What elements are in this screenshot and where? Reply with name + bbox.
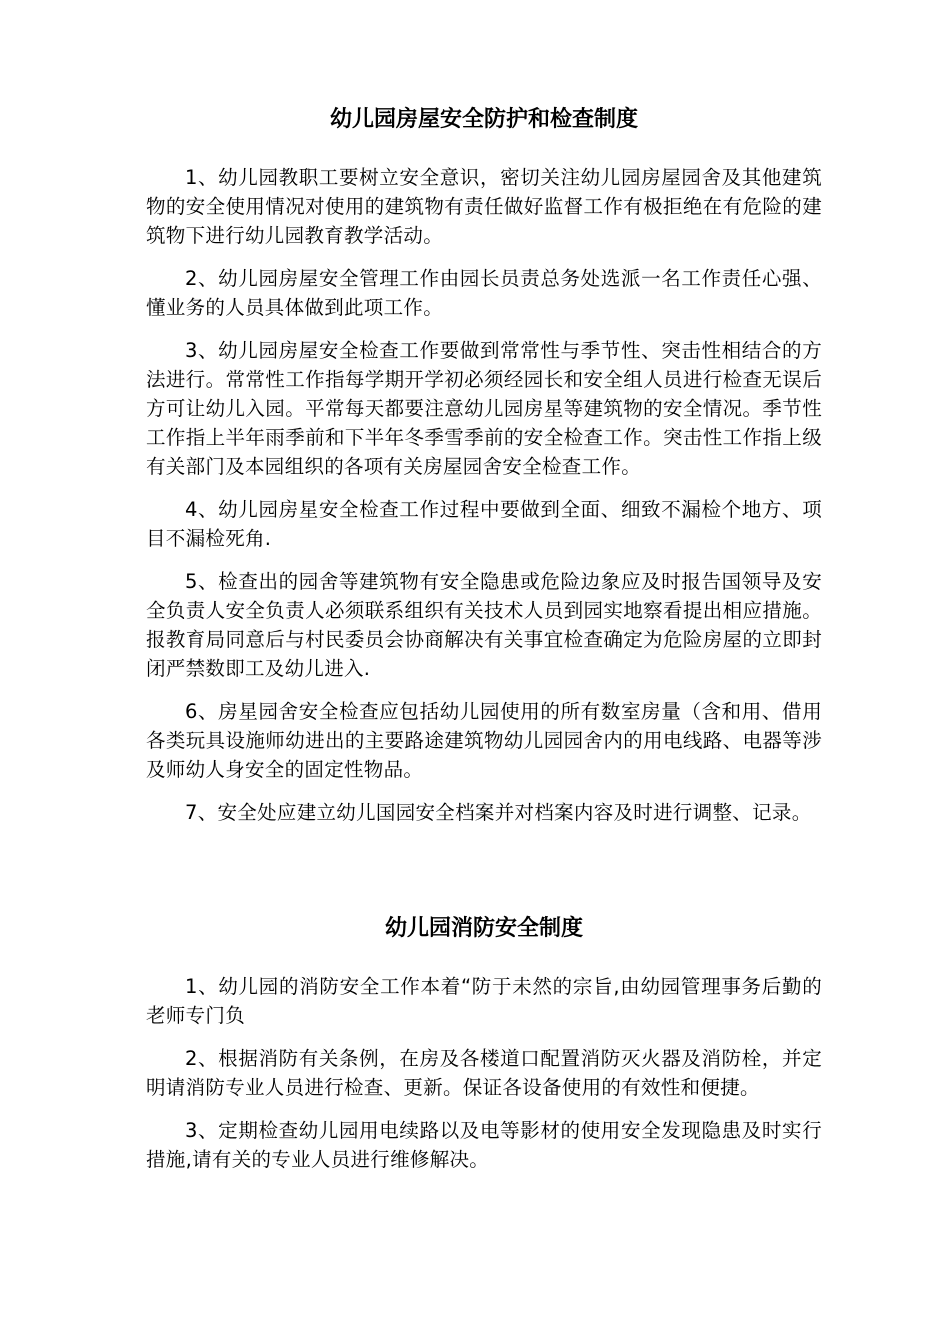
section-2-paragraph-1: 1、幼儿园的消防安全工作本着“防于未然的宗旨,由幼园管理事务后勤的老师专门负 [146, 975, 822, 1027]
section-2-paragraph-3: 3、定期检查幼儿园用电续路以及电等影材的使用安全发现隐患及时实行措施,请有关的专业人员进行维修解决。 [146, 1119, 822, 1171]
section-1-paragraph-6: 6、房星园舍安全检查应包括幼儿园使用的所有数室房量（含和用、借用各类玩具设施师幼进出的主要路途建筑物幼儿园园舍内的用电线路、电器等涉及师幼人身安全的固定性物品。 [146, 700, 822, 781]
section-1-paragraph-7: 7、安全处应建立幼儿国园安全档案并对档案内容及时进行调整、记录。 [185, 801, 812, 824]
section-1-body [146, 163, 822, 827]
section-1-paragraph-5: 5、检查出的园舍等建筑物有安全隐患或危险边象应及时报告国领导及安全负责人安全负责人必须联系组织有关技术人员到园实地察看提出相应措施。报教育局同意后与村民委员会协商解决有关事宜检查确定为危险房屋的立即封闭严禁数即工及幼儿进入. [146, 570, 822, 680]
section-1-paragraph-2: 2、幼儿园房屋安全管理工作由园长员责总务处选派一名工作责任心强、懂业务的人员具体做到此项工作。 [146, 267, 822, 319]
section-1-paragraph-1: 1、幼儿园教职工要树立安全意识，密切关注幼儿园房屋园舍及其他建筑物的安全使用情况对使用的建筑物有责任做好监督工作有极拒绝在有危险的建筑物下进行幼儿园教育教学活动。 [146, 166, 822, 247]
section-2-body [146, 972, 822, 1174]
section-1-paragraph-3: 3、幼儿园房屋安全检查工作要做到常常性与季节性、突击性相结合的方法进行。常常性工作指每学期开学初必须经园长和安全组人员进行检查无误后方可让幼儿入园。平常每天都要注意幼儿园房星等建筑物的安全情况。季节性工作指上半年雨季前和下半年冬季雪季前的安全检查工作。突击性工作指上级有关部门及本园组织的各项有关房屋园舍安全检查工作。 [146, 339, 822, 478]
section-2-title: 幼儿园消防安全制度 [384, 916, 583, 941]
section-2-paragraph-2: 2、根据消防有关条例，在房及各楼道口配置消防灭火器及消防栓，并定明请消防专业人员进行检查、更新。保证各设备使用的有效性和便捷。 [146, 1047, 822, 1099]
section-1-title: 幼儿园房屋安全防护和检查制度 [329, 107, 638, 132]
section-1-paragraph-4: 4、幼儿园房星安全检查工作过程中要做到全面、细致不漏检个地方、项目不漏检死角. [146, 498, 822, 550]
